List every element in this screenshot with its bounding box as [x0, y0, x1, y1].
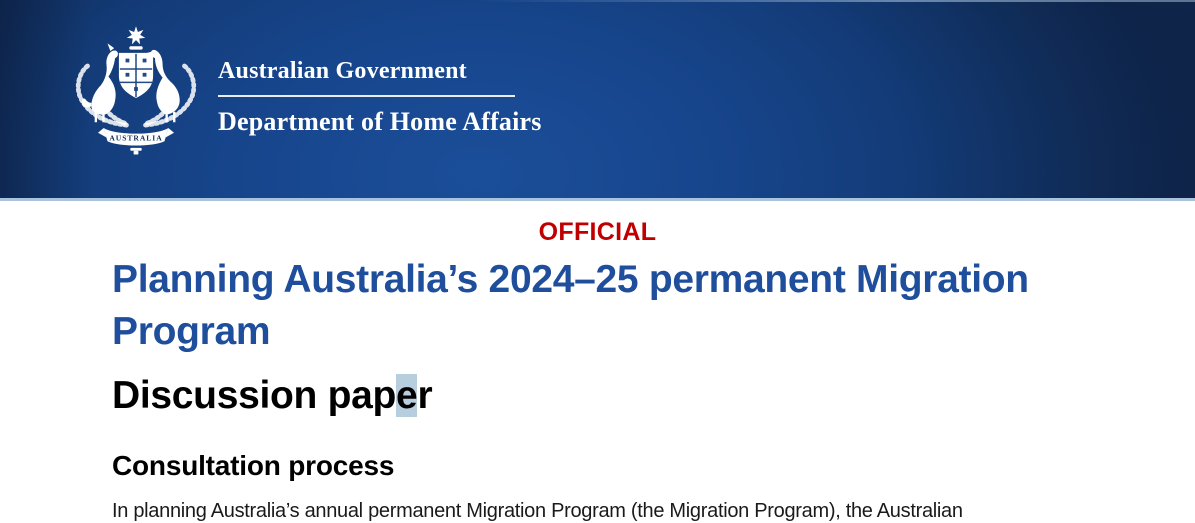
government-header-banner [0, 0, 1195, 201]
coat-of-arms-icon [60, 20, 212, 158]
classification-marking: OFFICIAL [538, 218, 657, 246]
document-title-line2: Program [112, 310, 271, 353]
document-title-line1: Planning Australia’s 2024–25 permanent Migration [112, 258, 1029, 301]
banner-scroll [98, 128, 174, 155]
subtitle-text-post: r [417, 374, 433, 417]
document-subtitle [112, 373, 1083, 419]
document-title [112, 254, 1083, 358]
agency-divider-line [218, 95, 515, 97]
agency-identity-block [218, 57, 542, 137]
subtitle-text-pre: Discussion pap [112, 374, 397, 417]
coat-of-arms-scroll-text: AUSTRALIA [109, 133, 163, 143]
subtitle-selected-character: e [396, 374, 418, 417]
shield-icon [119, 53, 153, 98]
agency-name: Australian Government [218, 58, 467, 84]
body-paragraph-line: In planning Australia’s annual permanent Migration Program (the Migration Program), the Australian [112, 500, 963, 522]
section-heading: Consultation process [112, 450, 395, 481]
commonwealth-star-icon [127, 26, 146, 44]
document-content [0, 201, 1195, 523]
department-name: Department of Home Affairs [218, 107, 542, 136]
